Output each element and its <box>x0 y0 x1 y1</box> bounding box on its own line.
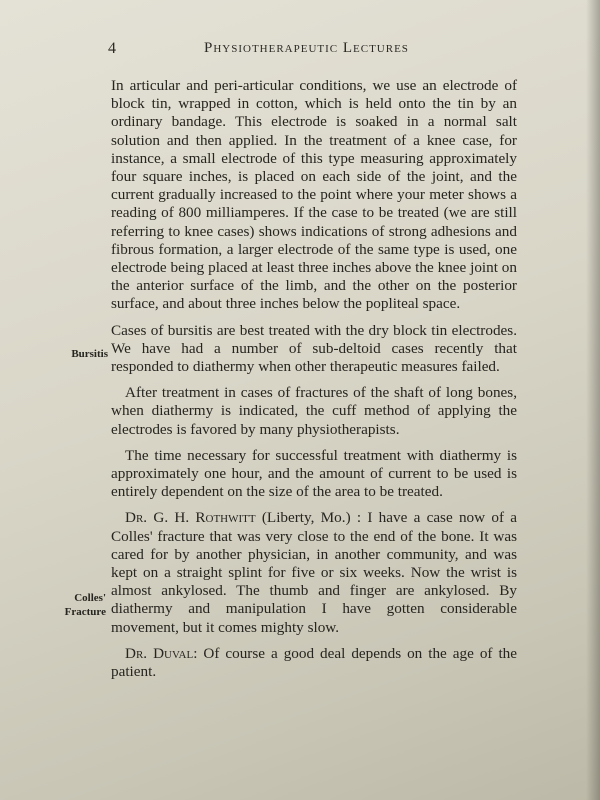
rothwitt-remarks: I have a case now of a Colles' fracture that was very close to the end of the bone. It was cared for by another physician, in another community, and was kept on a straight splint for five or six weeks. Now the wrist is almost ankylosed. The thumb and finger are ankylosed. By diathermy and manipulation I have gotten considerable movement, but it comes mighty slow. <box>111 509 518 636</box>
page-number: 4 <box>108 40 116 57</box>
paragraph-fractures: After treatment in cases of fractures of the shaft of long bones, when diathermy is indicated, the cuff method of applying the electrodes is favored by many physiotherapists. <box>111 384 517 438</box>
running-head <box>108 40 528 60</box>
margin-note-bursitis: Bursitis <box>71 348 108 360</box>
margin-note-colles-line1: Colles' <box>74 592 106 604</box>
body-text <box>111 77 517 689</box>
paragraph-electrode: In articular and peri-articular conditions, we use an electrode of block tin, wrapped in cotton, which is held onto the tin by an ordinary bandage. This electrode is soaked in a normal salt solution and then applied. In the treatment of a knee case, for instance, a small electrode of this type measuring approximately four square inches, is placed on each side of the joint, and the current gradually increased to the point where your meter shows a reading of 800 milliamperes. If the case to be treated (we are still referring to knee cases) shows indications of strong adhesions and fibrous formation, a larger electrode of the same type is used, one electrode being placed at least three inches above the knee joint on the anterior surface of the limb, and the other on the posterior surface, and about three inches below the popliteal space. <box>111 77 517 313</box>
paragraph-bursitis: Cases of bursitis are best treated with the dry block tin electrodes. We have had a number of sub-deltoid cases recently that responded to diathermy when other therapeutic measures failed. <box>111 321 517 376</box>
speaker-duval: Dr. Duval <box>125 644 194 662</box>
paragraph-rothwitt <box>111 509 517 636</box>
margin-note-colles-line2: Fracture <box>64 606 106 618</box>
speaker-rothwitt: Dr. G. H. Rothwitt <box>125 509 256 527</box>
running-title: Physiotherapeutic Lectures <box>204 40 409 56</box>
margin-note-colles-fracture <box>44 591 106 619</box>
paragraph-duval <box>111 645 517 681</box>
speaker-affiliation: (Liberty, Mo.) : <box>255 509 368 527</box>
paragraph-treatment-time: The time necessary for successful treatment with diathermy is approximately one hour, and the amount of current to be used is entirely dependent on the size of the area to be treated. <box>111 446 517 501</box>
page-edge-shadow <box>586 0 600 800</box>
duval-remarks: : Of course a good deal depends on the age of the patient. <box>111 644 517 681</box>
